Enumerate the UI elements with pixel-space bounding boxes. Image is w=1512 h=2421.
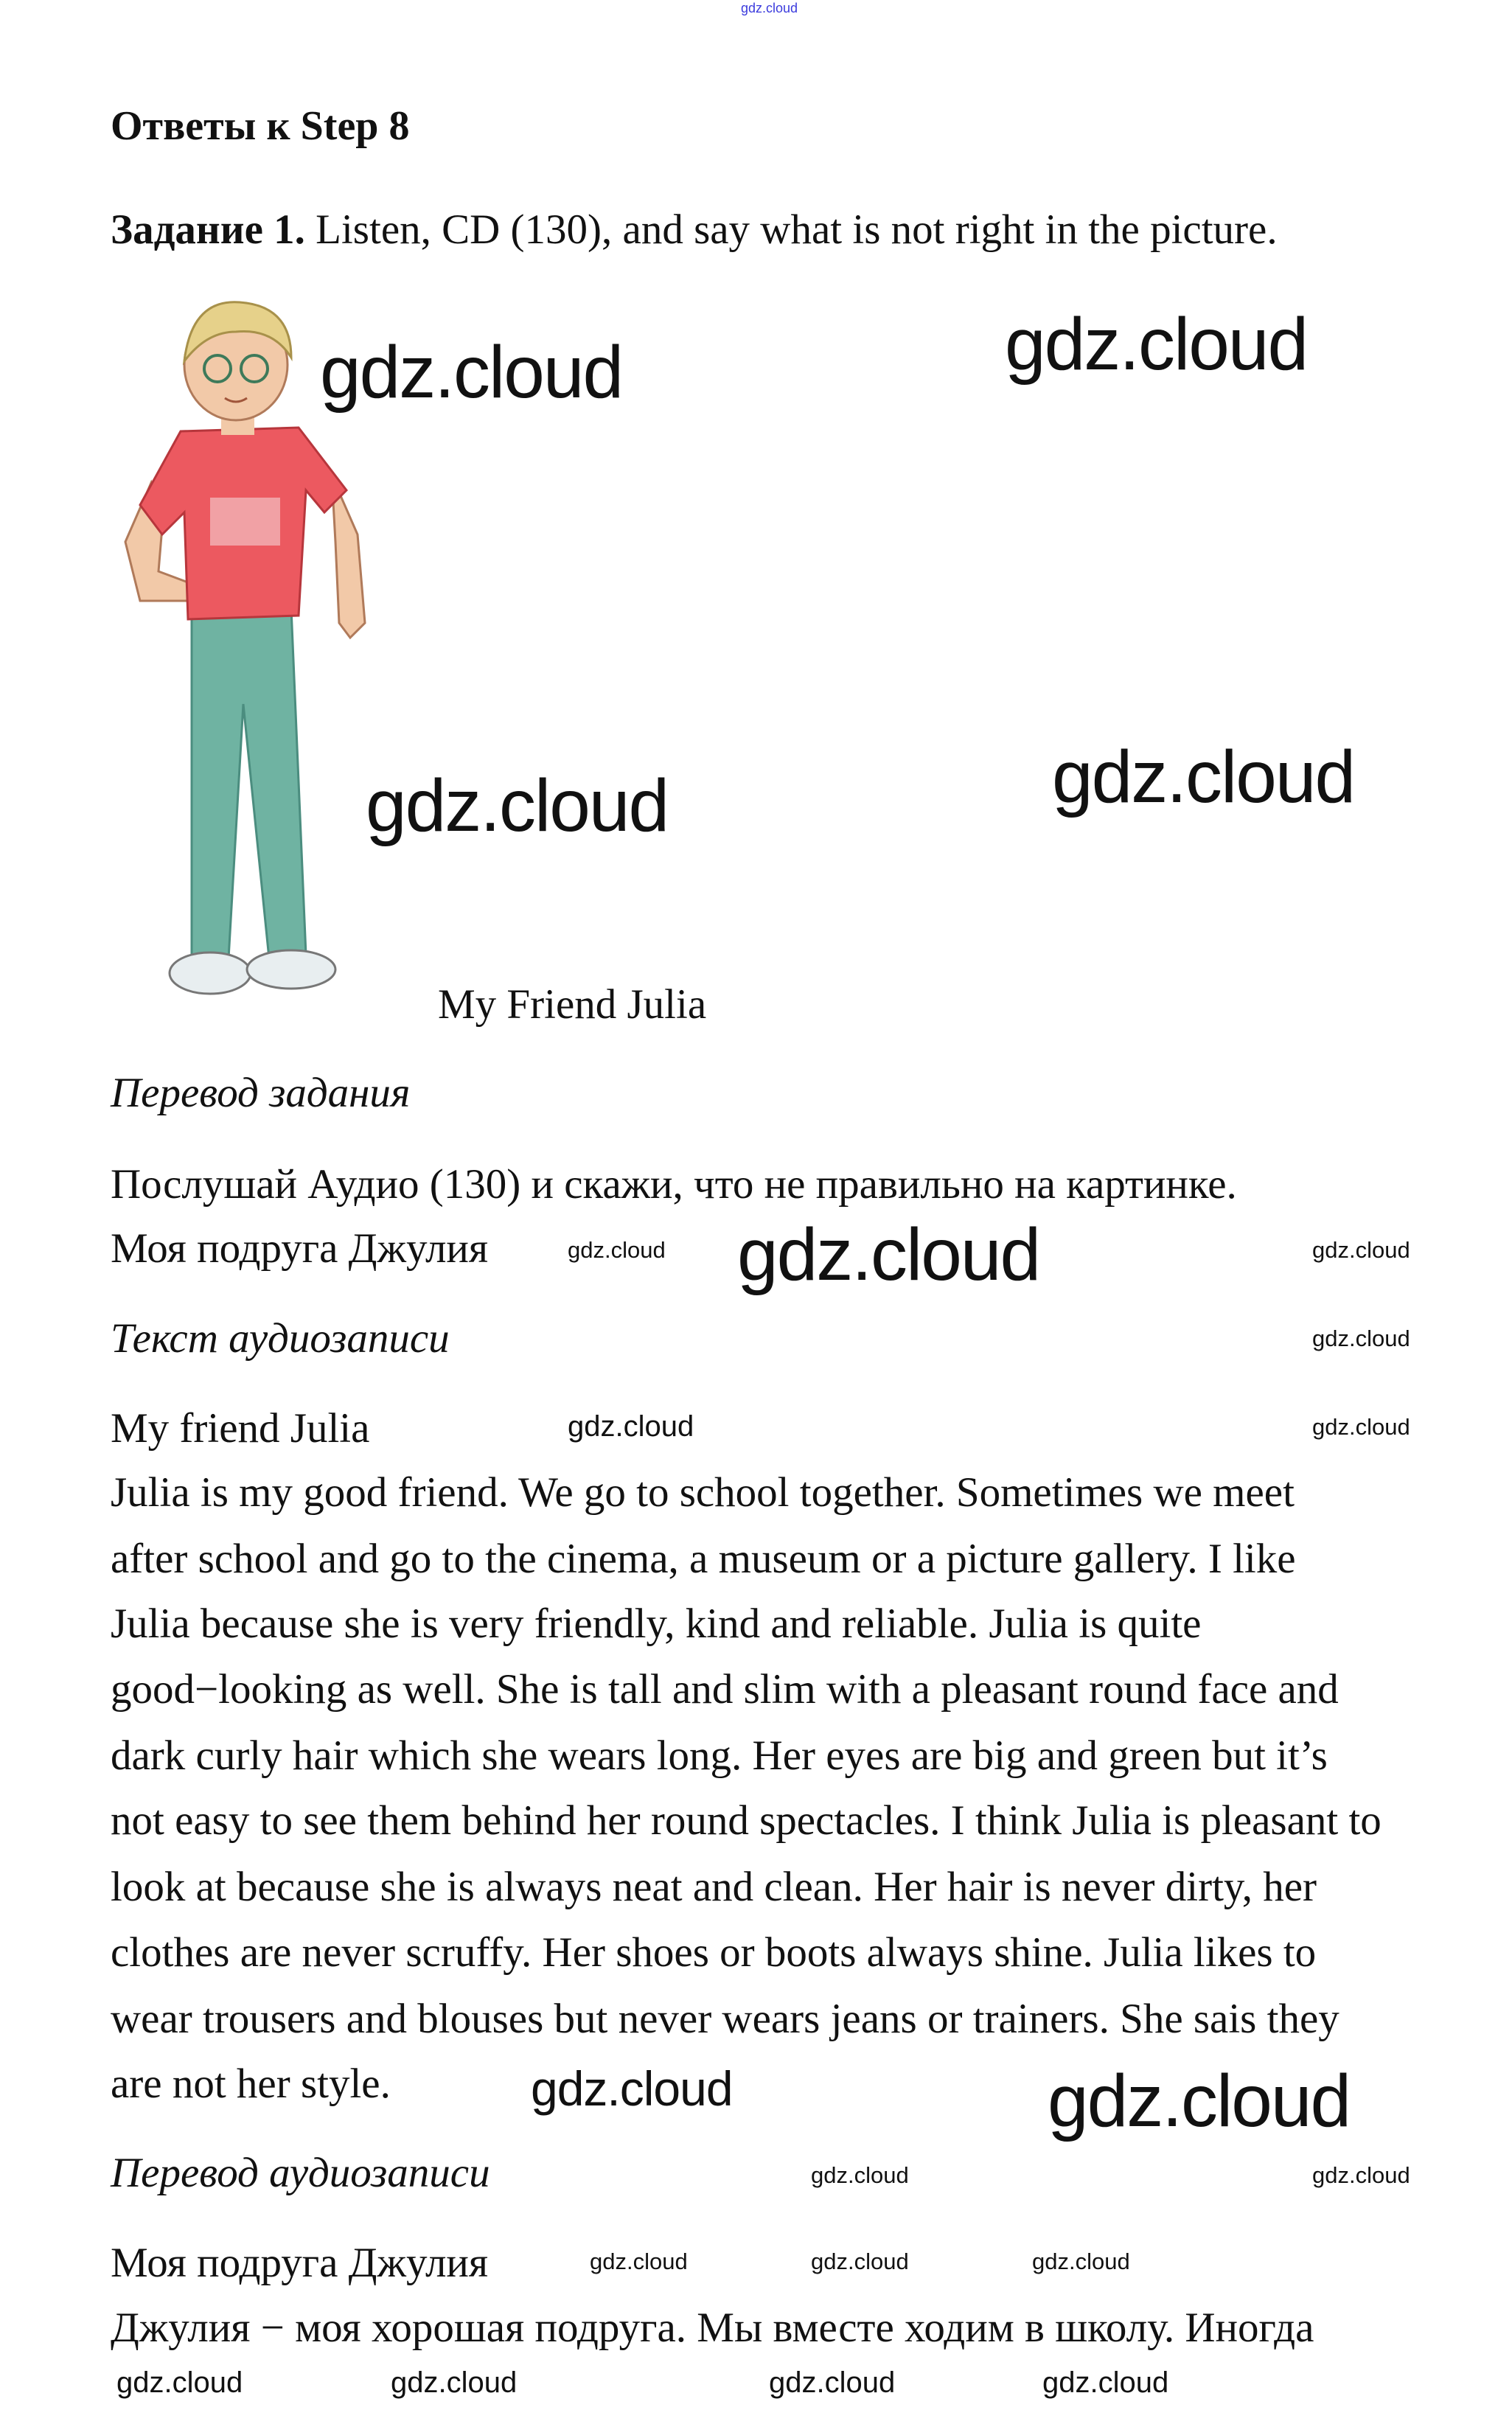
audio-text-line: Julia because she is very friendly, kind and reliable. Julia is quite	[111, 1600, 1202, 1647]
task-translation-line: Моя подруга Джулия	[111, 1225, 489, 1272]
watermark: gdz.cloud	[811, 2162, 909, 2188]
audio-text-line: look at because she is always neat and clean. Her hair is never dirty, her	[111, 1864, 1317, 1910]
audio-text-heading: Текст аудиозаписи	[111, 1315, 450, 1362]
watermark: gdz.cloud	[811, 2248, 909, 2274]
watermark: gdz.cloud	[1312, 2162, 1410, 2188]
watermark: gdz.cloud	[116, 2366, 243, 2399]
audio-translation-title: Моя подруга Джулия	[111, 2240, 489, 2286]
watermark: gdz.cloud	[391, 2366, 518, 2399]
watermark: gdz.cloud	[568, 1410, 694, 1443]
watermark: gdz.cloud	[568, 1237, 666, 1263]
task-translation-line: Послушай Аудио (130) и скажи, что не правильно на картинке.	[111, 1161, 1237, 1208]
watermark: gdz.cloud	[737, 1213, 1040, 1296]
page-title: Ответы к Step 8	[111, 103, 410, 149]
watermark: gdz.cloud	[1042, 2366, 1169, 2399]
audio-translation-line: Джулия − моя хорошая подруга. Мы вместе ходим в школу. Иногда	[111, 2305, 1314, 2351]
audio-text-line: Julia is my good friend. We go to school together. Sometimes we meet	[111, 1469, 1295, 1516]
figure-caption: My Friend Julia	[438, 981, 707, 1028]
audio-text-line: dark curly hair which she wears long. Her eyes are big and green but it’s	[111, 1732, 1328, 1779]
task-translation-heading: Перевод задания	[111, 1070, 411, 1116]
watermark: gdz.cloud	[320, 331, 623, 414]
audio-text-line: after school and go to the cinema, a museum or a picture gallery. I like	[111, 1536, 1296, 1582]
watermark: gdz.cloud	[1312, 1237, 1410, 1263]
watermark: gdz.cloud	[1005, 303, 1308, 386]
watermark: gdz.cloud	[590, 2248, 688, 2274]
task-label: Задание 1.	[111, 206, 305, 253]
watermark: gdz.cloud	[1048, 2060, 1351, 2142]
watermark: gdz.cloud	[769, 2366, 896, 2399]
top-watermark: gdz.cloud	[741, 1, 798, 15]
watermark: gdz.cloud	[1312, 1326, 1410, 1351]
audio-text-line: not easy to see them behind her round spectacles. I think Julia is pleasant to	[111, 1797, 1382, 1844]
task-text: Listen, CD (130), and say what is not right in the picture.	[304, 206, 1278, 253]
audio-text-line: clothes are never scruffy. Her shoes or boots always shine. Julia likes to	[111, 1929, 1317, 1976]
watermark: gdz.cloud	[1312, 1414, 1410, 1440]
audio-text-title: My friend Julia	[111, 1405, 370, 1452]
audio-text-line: wear trousers and blouses but never wears jeans or trainers. She sais they	[111, 1996, 1339, 2042]
audio-text-line: good−looking as well. She is tall and slim with a pleasant round face and	[111, 1666, 1339, 1713]
audio-text-line: are not her style.	[111, 2061, 391, 2107]
task-1	[111, 204, 1278, 256]
watermark: gdz.cloud	[366, 764, 669, 847]
watermark: gdz.cloud	[1032, 2248, 1130, 2274]
watermark: gdz.cloud	[531, 2061, 733, 2116]
audio-translation-heading: Перевод аудиозаписи	[111, 2150, 490, 2196]
watermark: gdz.cloud	[1052, 736, 1355, 818]
